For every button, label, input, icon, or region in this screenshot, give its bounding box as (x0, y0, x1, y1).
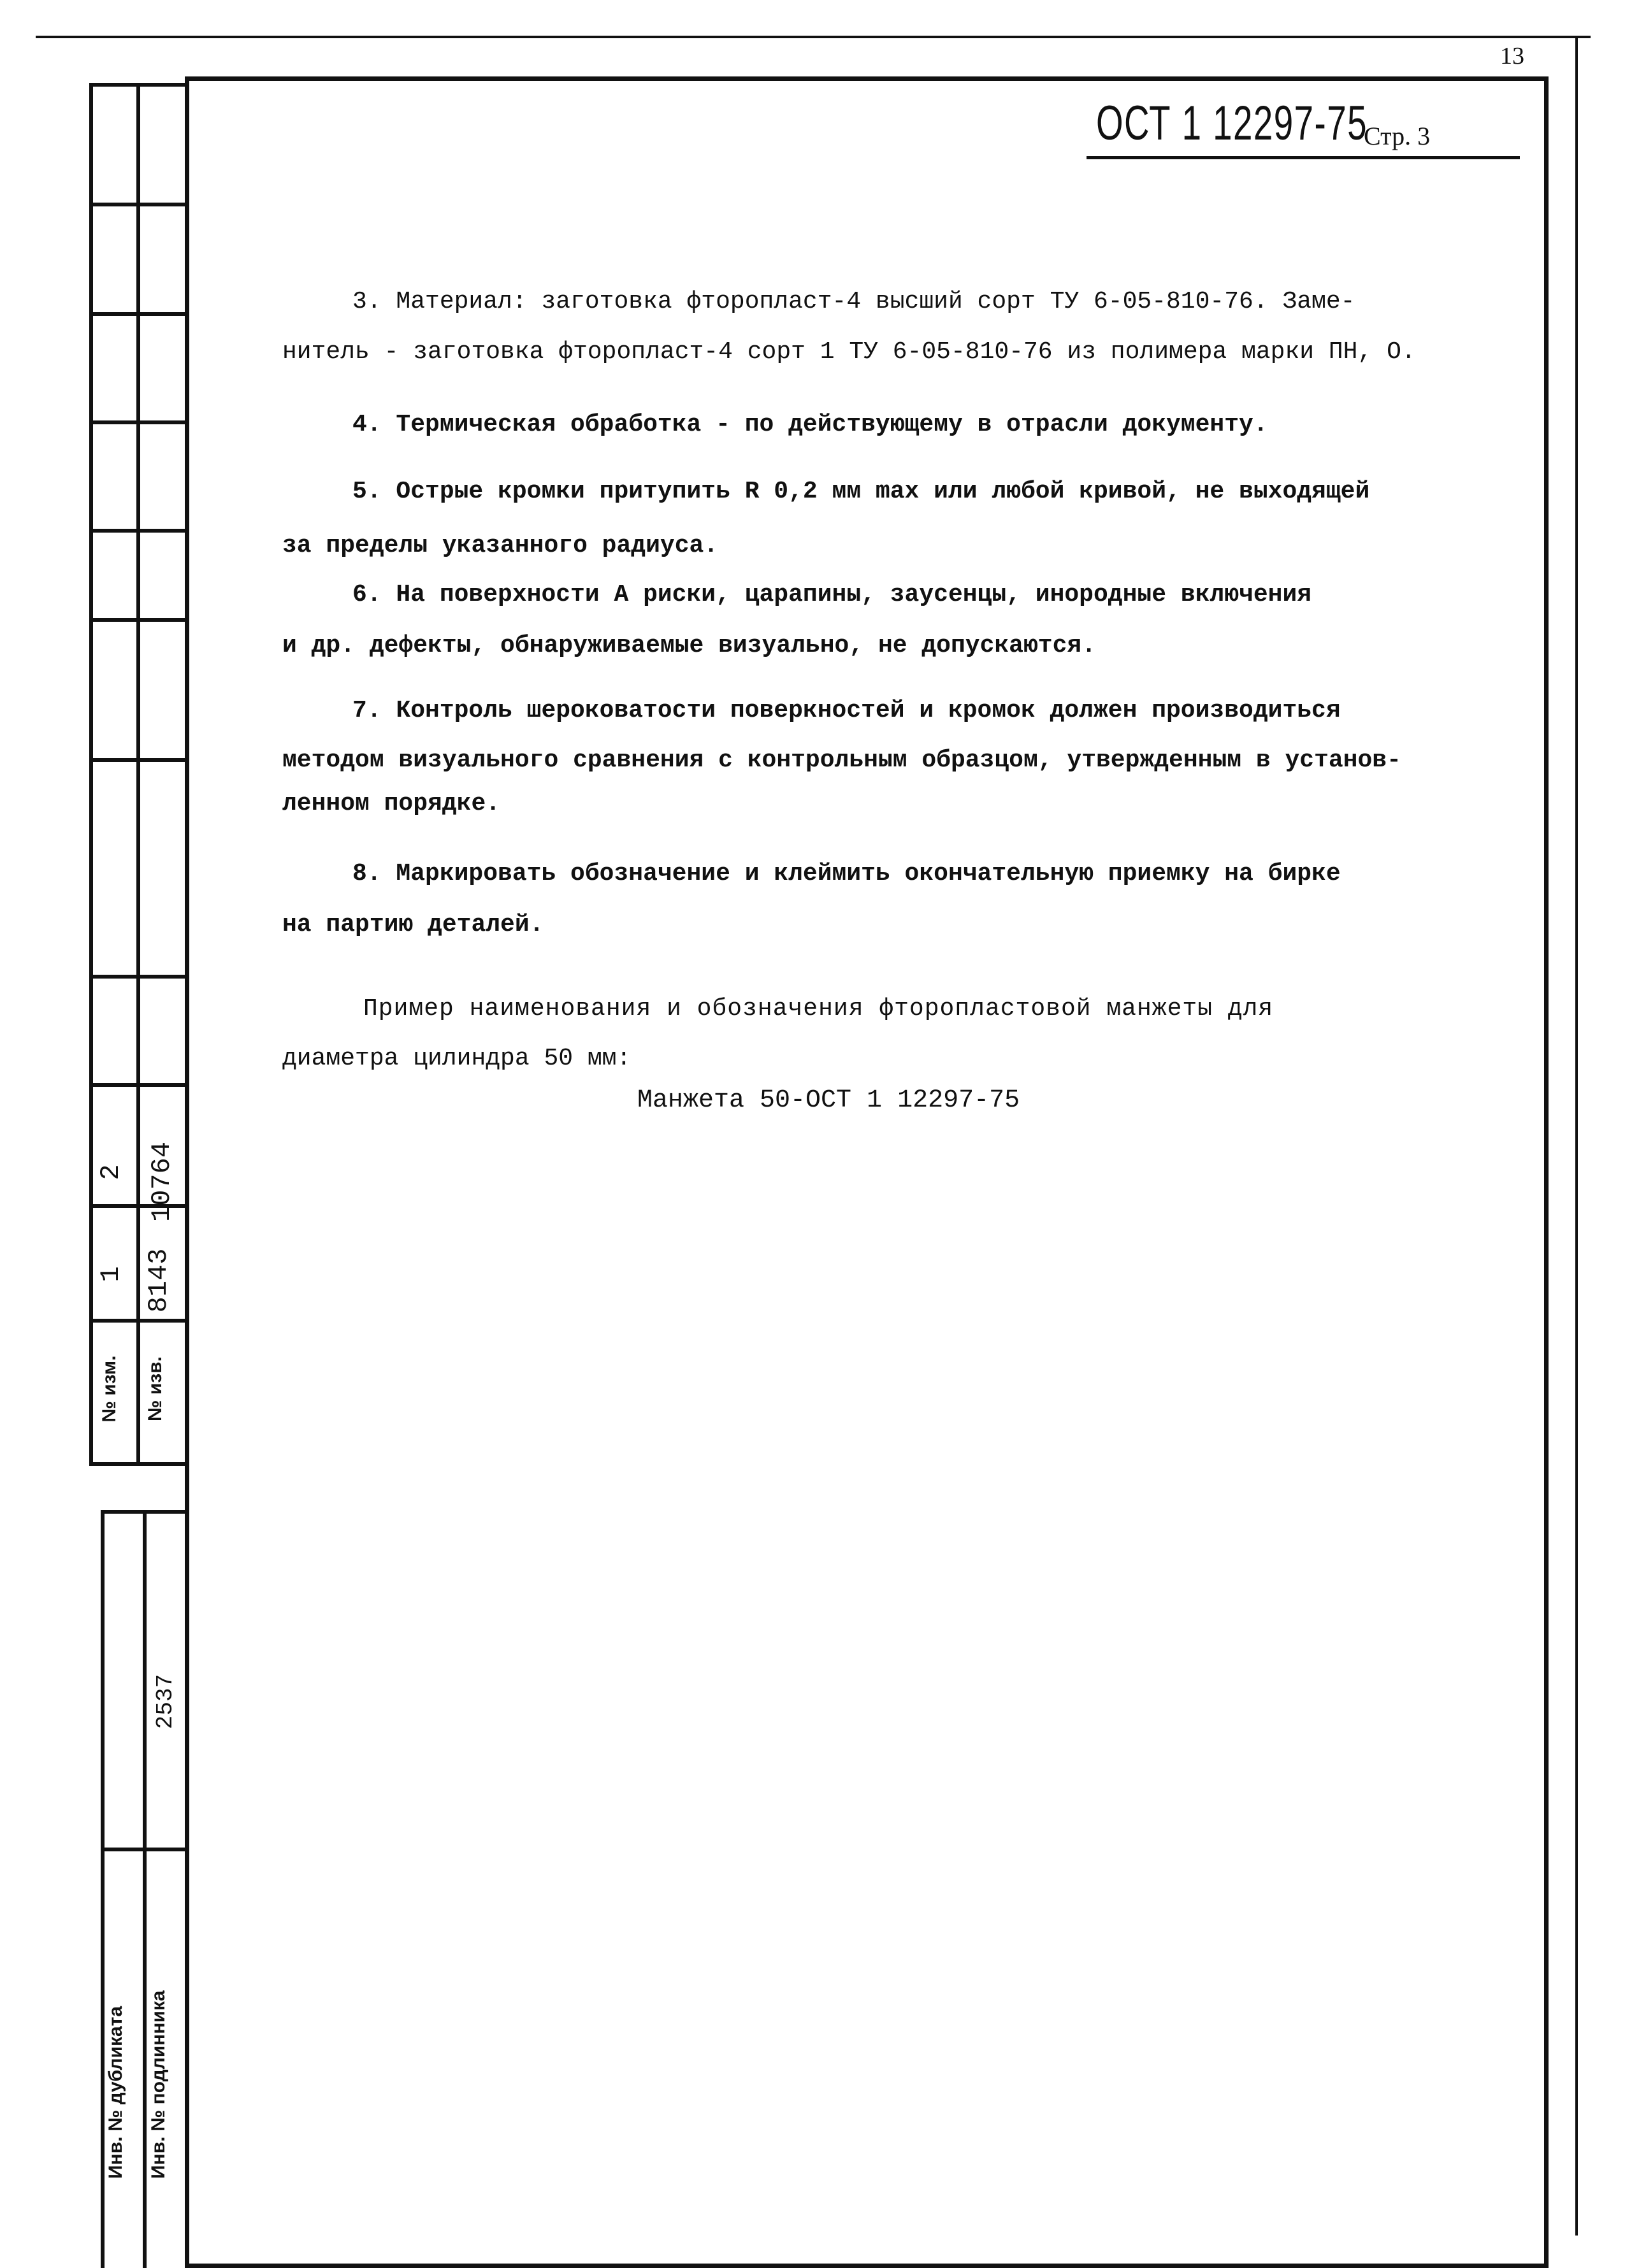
notice-value-2: 10764 (147, 1141, 177, 1223)
stamp-tick (89, 312, 185, 316)
duplicate-inv-label: Инв. № дубликата (105, 2006, 126, 2179)
para-6-line-2: и др. дефекты, обнаруживаемые визуально, не допускаются. (282, 632, 1097, 659)
para-5-line-2: за пределы указанного радиуса. (282, 532, 719, 559)
stamp-tick (89, 1462, 185, 1466)
para-7-line-3: ленном порядке. (282, 790, 501, 817)
stamp-tick (89, 618, 185, 622)
original-inv-label: Инв. № подлинника (148, 1990, 169, 2179)
para-6-line-1: 6. На поверхности А риски, царапины, заусенцы, инородные включения (352, 581, 1312, 608)
para-3-line-1: 3. Материал: заготовка фторопласт-4 высший сорт ТУ 6-05-810-76. Заме- (352, 288, 1355, 315)
change-value-2: 2 (96, 1164, 126, 1181)
stamp-tick (89, 758, 185, 762)
para-4-line-1: 4. Термическая обработка - по действующему в отрасли документу. (352, 411, 1268, 438)
change-value-1: 1 (96, 1266, 126, 1282)
stamp-tick (101, 1848, 185, 1851)
sheet-number: 13 (1500, 43, 1524, 69)
stamp-lower-mid-line (143, 1510, 147, 2268)
stamp-tick (101, 1510, 185, 1514)
para-7-line-2: методом визуального сравнения с контрольным образцом, утвержденным в установ- (282, 747, 1401, 774)
stamp-left-line (89, 83, 93, 1465)
notice-value-1: 8143 (143, 1248, 174, 1313)
outer-border-right (1575, 36, 1578, 2236)
stamp-lower-left-line (101, 1510, 105, 2268)
para-8-line-2: на партию деталей. (282, 911, 544, 938)
stamp-tick (89, 975, 185, 979)
outer-border-top (36, 36, 1591, 38)
stamp-tick (89, 83, 185, 87)
example-line-1: Пример наименования и обозначения фторопластовой манжеты для (363, 995, 1274, 1023)
para-3-line-2: нитель - заготовка фторопласт-4 сорт 1 ТУ 6-05-810-76 из полимера марки ПН, О. (282, 338, 1416, 366)
original-inv-value: 2537 (152, 1674, 178, 1730)
page-frame (185, 76, 1549, 2268)
example-designation: Манжета 50-ОСТ 1 12297-75 (637, 1086, 1020, 1115)
margin-stamp (89, 83, 185, 2268)
document-code: ОСТ 1 12297-75 (1096, 96, 1368, 150)
example-line-2: диаметра цилиндра 50 мм: (282, 1045, 632, 1072)
stamp-mid-line (136, 83, 140, 1465)
stamp-tick (89, 1083, 185, 1087)
stamp-tick (89, 529, 185, 533)
change-no-label: № изм. (99, 1355, 120, 1423)
para-7-line-1: 7. Контроль шероковатости поверкностей и кромок должен производиться (352, 697, 1341, 724)
para-8-line-1: 8. Маркировать обозначение и клеймить окончательную приемку на бирке (352, 860, 1341, 887)
stamp-tick (89, 203, 185, 206)
notice-no-label: № изв. (145, 1356, 166, 1421)
header-rule (1087, 156, 1520, 159)
para-5-line-1: 5. Острые кромки притупить R 0,2 мм max или любой кривой, не выходящей (352, 478, 1370, 505)
page-label: Стр. 3 (1364, 122, 1431, 150)
stamp-tick (89, 420, 185, 424)
